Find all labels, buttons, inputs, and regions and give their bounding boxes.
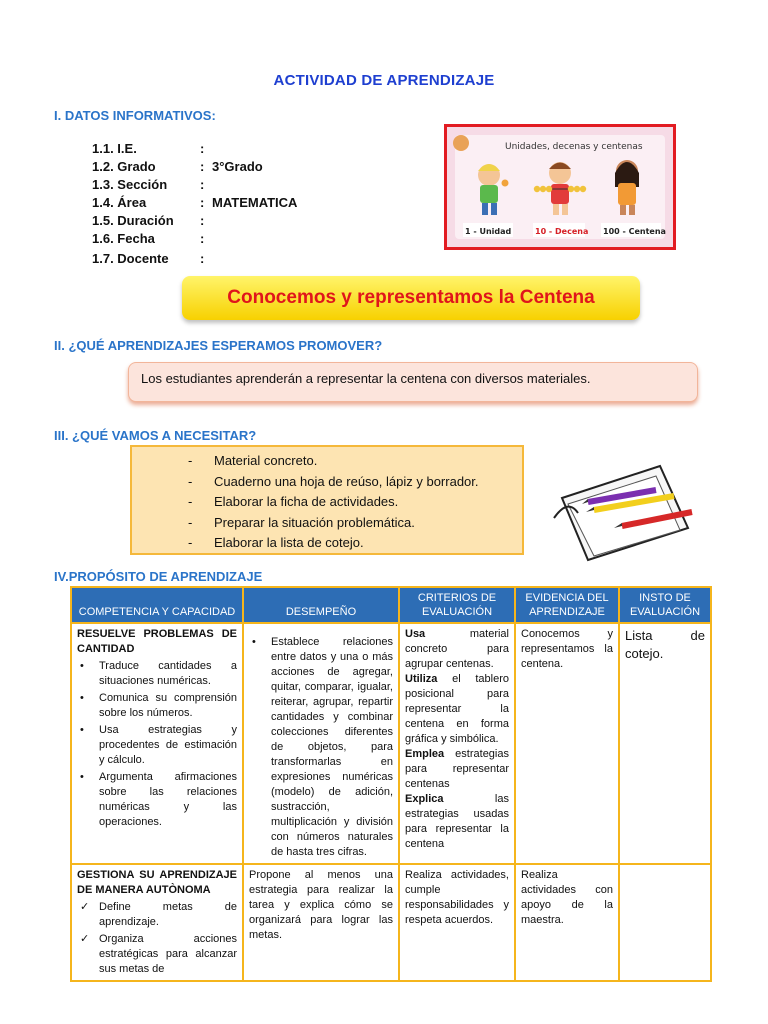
instrumento-cell — [619, 623, 711, 864]
dash-icon: - — [188, 535, 193, 550]
capacidad-text: Argumenta afirmaciones sobre las relaciones numéricas y las operaciones. — [99, 771, 237, 828]
list-item — [77, 770, 237, 830]
criterio-item — [405, 747, 509, 792]
header-desempeno: DESEMPEÑO — [243, 587, 399, 623]
criterio-text: el tablero posicional para representar la centena en forma gráfica y simbólica. — [405, 673, 509, 745]
info-colon: : — [200, 213, 205, 228]
info-row — [92, 176, 212, 194]
lesson-title-banner: Conocemos y representamos la Centena — [182, 276, 640, 320]
instrumento-cell — [619, 864, 711, 981]
page-title: ACTIVIDAD DE APRENDIZAJE — [273, 72, 495, 89]
capacidad-text: Usa estrategias y procedentes de estimación y cálculo. — [99, 724, 237, 766]
materials-box — [130, 445, 524, 555]
criterios-text: Realiza actividades, cumple responsabilidades y respeta acuerdos. — [405, 869, 509, 926]
header-criterios: CRITERIOS DE EVALUACIÓN — [399, 587, 515, 623]
table-header-row — [71, 587, 711, 623]
bullet-icon: • — [252, 636, 256, 648]
criterio-verb: Explica — [405, 793, 444, 805]
info-colon: : — [200, 231, 205, 246]
evidencia-cell — [515, 623, 619, 864]
criterios-list — [405, 627, 509, 852]
material-text: Elaborar la lista de cotejo. — [214, 535, 364, 550]
capacidad-text: Organiza acciones estratégicas para alcanzar sus metas de — [99, 933, 237, 975]
dash-icon: - — [188, 453, 193, 468]
evidencia-cell — [515, 864, 619, 981]
criterio-verb: Utiliza — [405, 673, 438, 685]
table-row — [71, 864, 711, 981]
competencia-cell — [71, 864, 243, 981]
info-label: 1.4. Área — [92, 195, 147, 210]
list-item — [188, 451, 522, 472]
material-text: Material concreto. — [214, 453, 318, 468]
table-row — [71, 623, 711, 864]
bullet-icon: • — [80, 771, 84, 783]
objective-box — [128, 362, 698, 402]
material-text: Preparar la situación problemática. — [214, 514, 415, 530]
info-row — [92, 230, 212, 248]
desempeno-text: Propone al menos una estrategia para realizar la tarea y explica cómo se organizará para lograr las metas. — [249, 869, 393, 941]
capacidades-list — [77, 900, 237, 977]
criterios-cell — [399, 623, 515, 864]
paper-and-pencils-icon — [548, 458, 698, 568]
criterio-text: las estrategias usadas para representar la centena — [405, 793, 509, 850]
objective-text: Los estudiantes aprenderán a representar la centena con diversos materiales. — [141, 371, 591, 386]
desempeno-text: Establece relaciones entre datos y una o más acciones de agregar, quitar, comparar, igualar, reiterar, agrupar, repartir cantidades y combinar colecciones diferentes de objetos, para transformarlas en expresiones numéricas (modelo) de adición, sustracción, multiplicación y división con números naturales de hasta tres cifras. — [271, 636, 393, 858]
list-item — [77, 723, 237, 768]
list-item — [188, 472, 522, 493]
info-colon: : — [200, 159, 205, 174]
desempeno-cell — [243, 623, 399, 864]
label-unit: 1 - Unidad — [465, 227, 512, 236]
info-label: 1.5. Duración — [92, 213, 174, 228]
dash-icon: - — [188, 494, 193, 509]
material-text: Cuaderno una hoja de reúso, lápiz y borrador. — [214, 473, 479, 489]
check-icon: ✓ — [80, 933, 90, 945]
info-label: 1.2. Grado — [92, 159, 156, 174]
capacidades-list — [77, 659, 237, 830]
list-item — [188, 533, 522, 554]
criterio-item — [405, 672, 509, 747]
competencia-title: RESUELVE PROBLEMAS DE CANTIDAD — [77, 628, 237, 655]
info-colon: : — [200, 141, 205, 156]
section-heading-necesitar: III. ¿QUÉ VAMOS A NECESITAR? — [54, 428, 257, 443]
capacidad-text: Traduce cantidades a situaciones numéricas. — [99, 660, 237, 687]
evidencia-text: Conocemos y representamos la centena. — [521, 628, 613, 670]
list-item — [77, 932, 237, 977]
instrumento-text: Lista de cotejo. — [625, 628, 705, 661]
list-item — [77, 659, 237, 689]
competencia-cell — [71, 623, 243, 864]
info-row — [92, 212, 212, 230]
place-value-illustration — [444, 124, 676, 250]
competencia-title: GESTIONA SU APRENDIZAJE DE MANERA AUTÒNOMA — [77, 869, 237, 896]
capacidad-text: Define metas de aprendizaje. — [99, 901, 237, 928]
dash-icon: - — [188, 514, 193, 530]
info-value: MATEMATICA — [212, 195, 298, 210]
criterio-verb: Usa — [405, 628, 426, 640]
section-heading-datos: I. DATOS INFORMATIVOS: — [54, 108, 216, 123]
capacidad-text: Comunica su comprensión sobre los números. — [99, 692, 237, 719]
info-label: 1.7. Docente — [92, 251, 169, 266]
image-heading: Unidades, decenas y centenas — [505, 142, 643, 152]
label-ten: 10 - Decena — [535, 227, 589, 236]
header-competencia: COMPETENCIA Y CAPACIDAD — [71, 587, 243, 623]
header-instrumento: INSTO DE EVALUACIÓN — [619, 587, 711, 623]
list-item — [77, 691, 237, 721]
criterios-cell — [399, 864, 515, 981]
info-label: 1.6. Fecha — [92, 231, 155, 246]
info-row — [92, 158, 263, 176]
place-value-image — [447, 127, 673, 247]
list-item — [77, 900, 237, 930]
info-label: 1.1. I.E. — [92, 141, 137, 156]
check-icon: ✓ — [80, 901, 90, 913]
dash-icon: - — [188, 473, 193, 489]
criterio-verb: Emplea — [405, 748, 445, 760]
list-item — [188, 513, 522, 534]
section-heading-aprendizajes: II. ¿QUÉ APRENDIZAJES ESPERAMOS PROMOVER? — [54, 338, 383, 353]
header-evidencia: EVIDENCIA DEL APRENDIZAJE — [515, 587, 619, 623]
evidencia-text: Realiza actividades con apoyo de la maestra. — [521, 869, 613, 926]
list-item — [188, 492, 522, 513]
info-row — [92, 140, 212, 158]
criterio-text: material concreto para agrupar centenas. — [405, 628, 509, 670]
info-row — [92, 250, 212, 268]
info-label: 1.3. Sección — [92, 177, 168, 192]
desempeno-cell — [243, 864, 399, 981]
material-text: Elaborar la ficha de actividades. — [214, 494, 399, 509]
cookie-icon — [453, 135, 469, 151]
purpose-table — [70, 586, 712, 982]
info-colon: : — [200, 251, 205, 266]
info-value: 3°Grado — [212, 159, 263, 174]
info-colon: : — [200, 195, 205, 210]
bullet-icon: • — [80, 660, 84, 672]
materials-list — [188, 451, 522, 554]
criterio-item — [405, 792, 509, 852]
info-colon: : — [200, 177, 205, 192]
bullet-icon: • — [80, 724, 84, 736]
criterio-text: estrategias para representar centenas — [405, 748, 509, 790]
label-hundred: 100 - Centena — [603, 227, 666, 236]
section-heading-proposito: IV.PROPÓSITO DE APRENDIZAJE — [54, 569, 263, 584]
bullet-icon: • — [80, 692, 84, 704]
info-row — [92, 194, 297, 212]
criterio-item — [405, 627, 509, 672]
